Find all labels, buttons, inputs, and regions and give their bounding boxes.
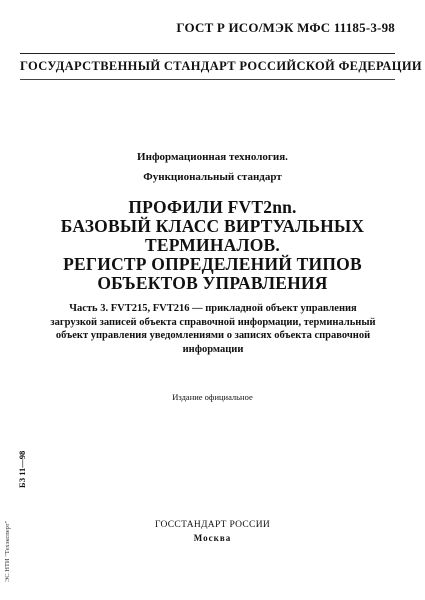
title-line: ПРОФИЛИ FVT2nn. xyxy=(128,197,297,217)
organization-name: ГОСУДАРСТВЕННЫЙ СТАНДАРТ РОССИЙСКОЙ ФЕДЕРАЦИИ xyxy=(20,59,422,73)
publication-city: Москва xyxy=(193,533,232,543)
standard-code: ГОСТ Р ИСО/МЭК МФС 11185-3-98 xyxy=(176,20,395,35)
catalog-code: БЗ 11—98 xyxy=(17,450,27,488)
subtitle-line-2: Функциональный стандарт xyxy=(143,171,282,183)
part-line: Часть 3. FVT215, FVT216 — прикладной объект управления xyxy=(69,303,357,314)
title-line: РЕГИСТР ОПРЕДЕЛЕНИЙ ТИПОВ xyxy=(63,254,362,274)
title-line: ОБЪЕКТОВ УПРАВЛЕНИЯ xyxy=(97,273,328,293)
title-line: ТЕРМИНАЛОВ. xyxy=(145,235,280,255)
part-line: информации xyxy=(182,343,244,355)
part-description xyxy=(38,302,388,356)
edition-label: Издание официальное xyxy=(172,392,253,402)
publisher-name: ГОССТАНДАРТ РОССИИ xyxy=(154,520,271,530)
part-line: объект управления уведомлениями о записях объекта справочной xyxy=(55,330,371,341)
header-bottom-rule xyxy=(20,79,395,80)
part-line: загрузкой записей объекта справочной информации, терминальный xyxy=(50,316,376,328)
document-title xyxy=(40,198,385,293)
subtitle-line-1: Информационная технология. xyxy=(137,151,288,163)
margin-stamp: ЭС НТИ "Техэксперт" xyxy=(4,520,11,582)
title-line: БАЗОВЫЙ КЛАСС ВИРТУАЛЬНЫХ xyxy=(60,216,365,236)
header-top-rule xyxy=(20,53,395,54)
